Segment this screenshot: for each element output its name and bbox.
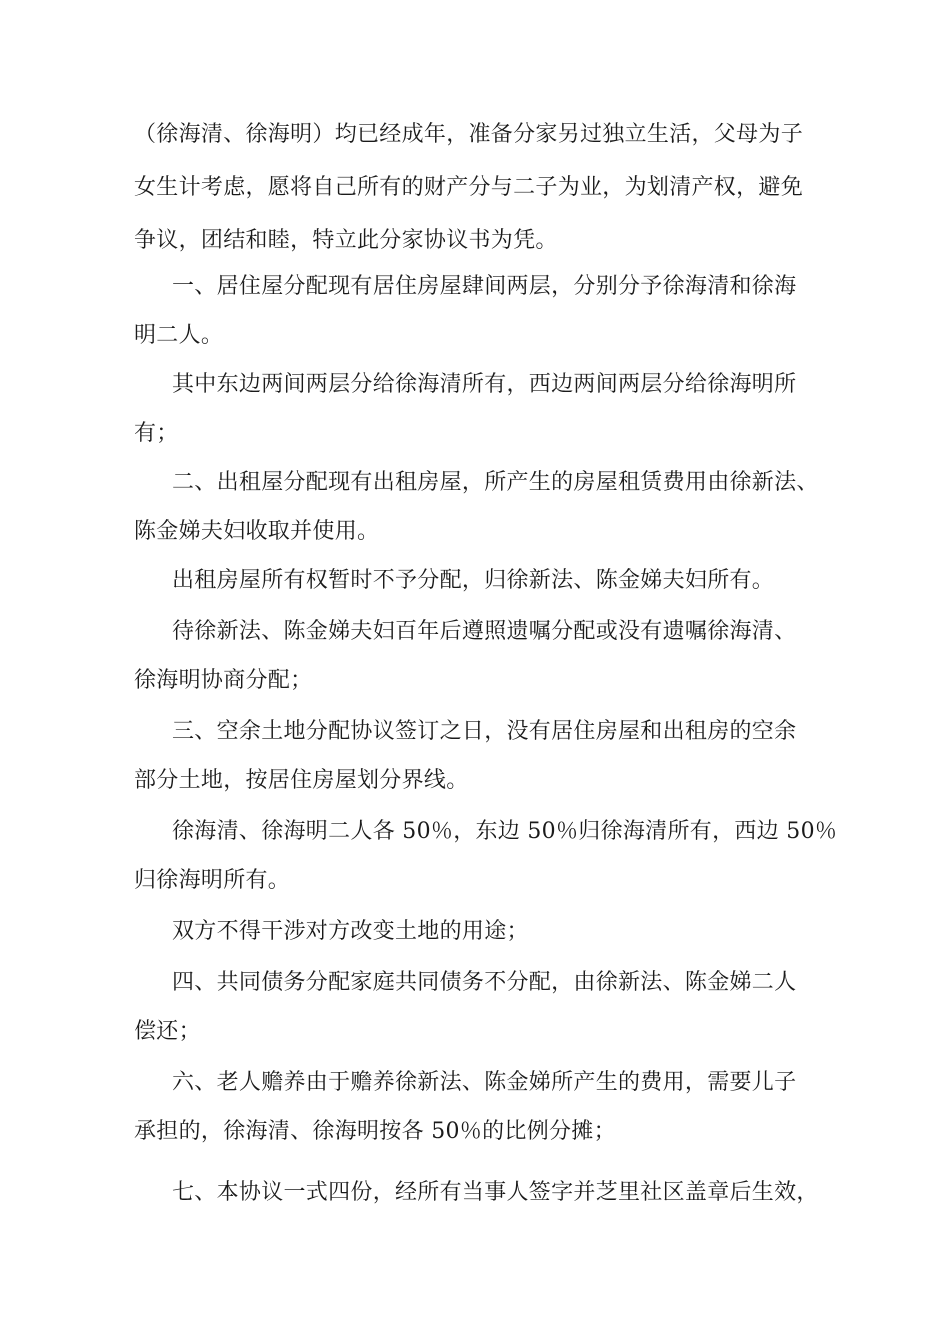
text-line: （徐海清、徐海明）均已经成年，准备分家另过独立生活，父母为子: [134, 122, 804, 147]
text-line: 四、共同债务分配家庭共同债务不分配，由徐新法、陈金娣二人: [172, 970, 797, 995]
text-line: 徐海清、徐海明二人各 50％，东边 50％归徐海清所有，西边 50％: [172, 819, 838, 844]
text-line: 双方不得干涉对方改变土地的用途；: [172, 919, 529, 944]
text-line: 其中东边两间两层分给徐海清所有，西边两间两层分给徐海明所: [172, 372, 797, 397]
text-line: 有；: [134, 421, 179, 446]
text-line: 一、居住屋分配现有居住房屋肆间两层，分别分予徐海清和徐海: [172, 274, 797, 299]
text-line: 部分土地，按居住房屋划分界线。: [134, 768, 469, 793]
text-line: 归徐海明所有。: [134, 868, 291, 893]
text-line: 三、空余土地分配协议签订之日，没有居住房屋和出租房的空余: [172, 719, 797, 744]
text-line: 七、本协议一式四份，经所有当事人签字并芝里社区盖章后生效，: [172, 1180, 819, 1205]
text-line: 六、老人赡养由于赡养徐新法、陈金娣所产生的费用，需要儿子: [172, 1070, 797, 1095]
text-line: 出租房屋所有权暂时不予分配，归徐新法、陈金娣夫妇所有。: [172, 568, 775, 593]
text-line: 二、出租屋分配现有出租房屋，所产生的房屋租赁费用由徐新法、: [172, 470, 819, 495]
text-line: 明二人。: [134, 323, 224, 348]
text-line: 陈金娣夫妇收取并使用。: [134, 519, 380, 544]
text-line: 女生计考虑，愿将自己所有的财产分与二子为业，为划清产权，避免: [134, 175, 804, 200]
text-line: 承担的，徐海清、徐海明按各 50％的比例分摊；: [134, 1119, 616, 1144]
text-line: 偿还；: [134, 1019, 201, 1044]
text-line: 徐海明协商分配；: [134, 668, 313, 693]
text-line: 争议，团结和睦，特立此分家协议书为凭。: [134, 228, 558, 253]
text-line: 待徐新法、陈金娣夫妇百年后遵照遗嘱分配或没有遗嘱徐海清、: [172, 619, 797, 644]
